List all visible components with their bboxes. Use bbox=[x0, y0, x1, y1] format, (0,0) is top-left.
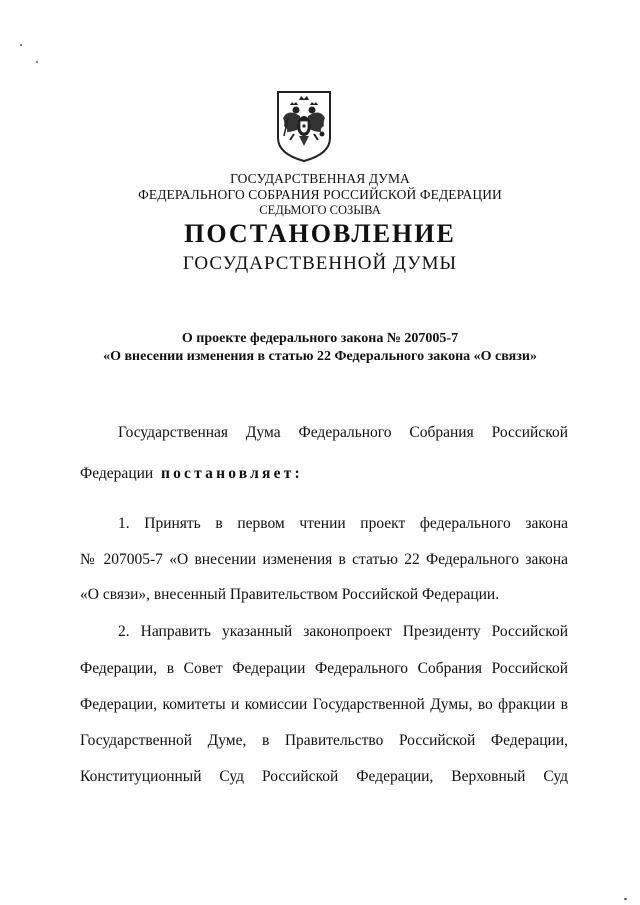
scan-speck bbox=[624, 898, 627, 900]
item1-line3: «О связи», внесенный Правительством Российской Федерации. bbox=[80, 586, 500, 603]
scan-speck bbox=[20, 44, 22, 46]
scan-speck bbox=[36, 61, 38, 63]
coat-of-arms-icon bbox=[272, 88, 336, 164]
resolves-word: постановляет: bbox=[160, 465, 303, 482]
preamble-prefix: Федерации bbox=[80, 465, 154, 482]
item2-line3: Федерации, комитеты и комиссии Государственной Думы, во фракции в bbox=[80, 696, 568, 713]
org-name-line1: ГОСУДАРСТВЕННАЯ ДУМА bbox=[230, 171, 410, 186]
item1-line1: 1. Принять в первом чтении проект федерального закона bbox=[118, 515, 568, 532]
document-type-title: ПОСТАНОВЛЕНИЕ bbox=[184, 219, 456, 248]
org-name-line2: ФЕДЕРАЛЬНОГО СОБРАНИЯ РОССИЙСКОЙ ФЕДЕРАЦИИ bbox=[138, 187, 502, 202]
item2-line4: Государственной Думе, в Правительство Российской Федерации, bbox=[80, 732, 568, 749]
item2-line5: Конституционный Суд Российской Федерации, Верховный Суд bbox=[80, 768, 568, 785]
subject-line1: О проекте федерального закона № 207005-7 bbox=[181, 331, 459, 346]
item1-line2: № 207005-7 «О внесении изменения в статью 22 Федерального закона bbox=[80, 551, 568, 568]
document-type-subtitle: ГОСУДАРСТВЕННОЙ ДУМЫ bbox=[182, 253, 458, 274]
preamble-line1: Государственная Дума Федерального Собрания Российской bbox=[118, 424, 568, 441]
preamble-line2 bbox=[80, 464, 568, 484]
item2-line2: Федерации, в Совет Федерации Федерального Собрания Российской bbox=[80, 660, 568, 677]
item2-line1: 2. Направить указанный законопроект Президенту Российской bbox=[118, 623, 568, 640]
subject-line2: «О внесении изменения в статью 22 Федерального закона «О связи» bbox=[103, 349, 537, 364]
convocation-line: СЕДЬМОГО СОЗЫВА bbox=[259, 203, 381, 217]
